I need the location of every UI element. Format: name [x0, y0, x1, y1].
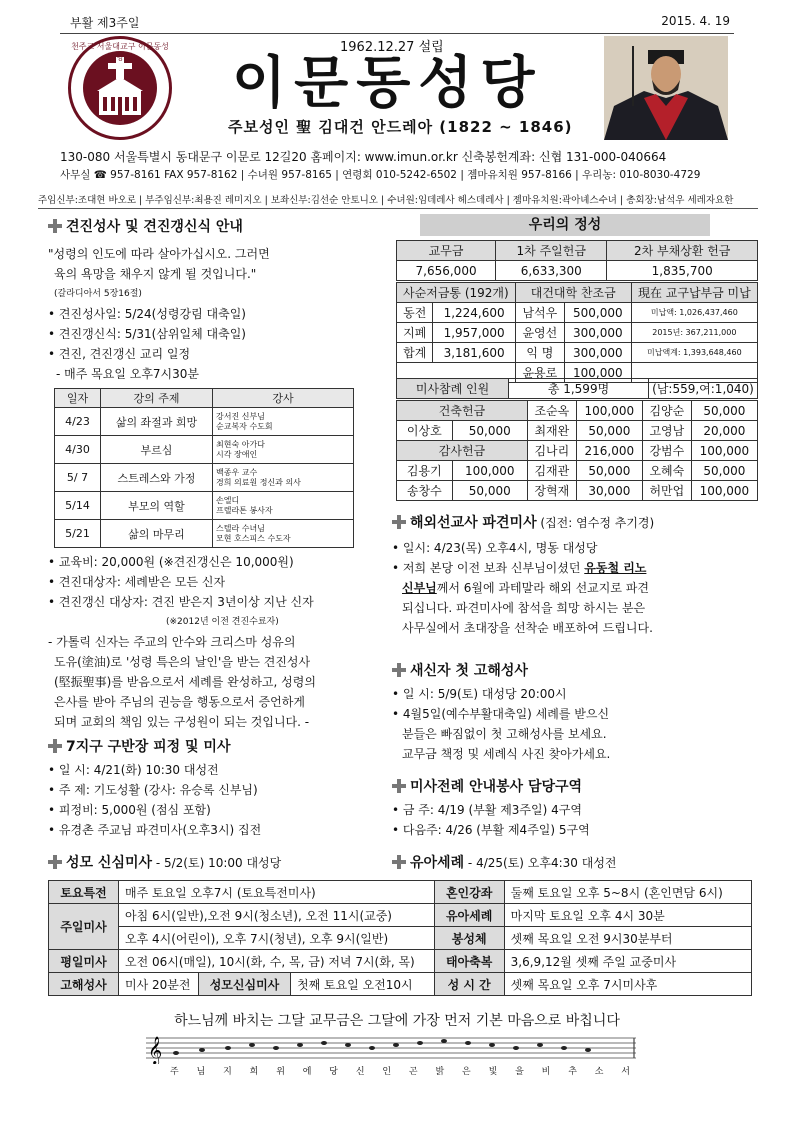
- donor-amount: 300,000: [564, 343, 631, 363]
- donation-header-row: [397, 283, 758, 303]
- staff-divider: [38, 208, 758, 209]
- confession-line: • 4월5일(예수부활대축일) 세례를 받으신: [392, 707, 610, 721]
- lecture-topic: 부모의 역할: [101, 492, 213, 520]
- speaker-affiliation: 경희 의료원 정신과 의사: [216, 477, 301, 487]
- lecture-speaker: [213, 408, 354, 436]
- mission-date: • 일시: 4/23(목) 오후4시, 명동 대성당: [392, 541, 598, 555]
- lecture-date: 5/ 7: [55, 464, 101, 492]
- renewal-note: (※2012년 이전 견진수료자): [166, 617, 279, 627]
- donor-amount: 100,000: [691, 441, 757, 461]
- donor-name: 송창수: [397, 481, 453, 501]
- schedule-label: 고해성사: [49, 973, 119, 996]
- building-row: [397, 421, 758, 441]
- donor-name: 김재관: [527, 461, 576, 481]
- missionary-title: 신부님: [402, 581, 437, 595]
- issue-date: 2015. 4. 19: [661, 14, 730, 28]
- thanks-row: [397, 441, 758, 461]
- lent-box-header: 사순저금통 (192개): [397, 283, 516, 303]
- class-schedule-label: • 견진, 견진갱신 교리 일정: [48, 347, 191, 361]
- cross-icon: [392, 855, 406, 869]
- liturgy-this-week: • 금 주: 4/19 (부활 제3주일) 4구역: [392, 803, 582, 817]
- church-emblem: [68, 36, 172, 140]
- lyric-syllable: 님: [196, 1067, 206, 1077]
- thanks-header: 감사헌금: [397, 441, 528, 461]
- hymn-lyrics: [170, 1064, 630, 1077]
- liturgy-title: 미사전례 안내봉사 담당구역: [392, 776, 762, 796]
- attendance-row: [397, 379, 758, 399]
- schedule-value: 셋째 목요일 오후 7시미사후: [504, 973, 751, 996]
- donor-name: 익 명: [515, 343, 564, 363]
- schedule-label: 성 시 간: [434, 973, 504, 996]
- debt-collection-header: 2차 부채상환 헌금: [607, 241, 758, 261]
- tithe-value: 7,656,000: [397, 261, 496, 281]
- lecture-speaker: [213, 520, 354, 548]
- mission-line: 사무실에서 초대장을 선착순 배포하여 드립니다.: [402, 621, 653, 635]
- district-retreat-title: 7지구 구반장 피정 및 미사: [48, 736, 388, 756]
- donor-name: 고영남: [642, 421, 691, 441]
- church-name: 이문동성당: [232, 51, 543, 116]
- explanation-line: - 가톨릭 신자는 주교의 안수와 크리스마 성유의: [48, 635, 296, 649]
- schedule-value: 미사 20분전: [119, 973, 199, 996]
- speaker-name: 최현숙 아가다: [216, 439, 265, 449]
- donor-name: 김나리: [527, 441, 576, 461]
- donation-row: [397, 303, 758, 323]
- schedule-row: [49, 950, 752, 973]
- infant-baptism-title: 유아세례 - 4/25(토) 오후4:30 대성전: [392, 852, 762, 872]
- donor-amount: 300,000: [564, 323, 631, 343]
- diocese-header: 現在 교구납부금 미납: [631, 283, 757, 303]
- explanation-line: 되며 교회의 책임 있는 구성원이 되는 것입니다. -: [54, 715, 310, 729]
- lyric-syllable: 곤: [408, 1067, 418, 1077]
- donor-amount: 100,000: [452, 461, 527, 481]
- lecture-header-date: 일자: [55, 389, 101, 408]
- building-table: [396, 400, 758, 501]
- confirmation-title: 견진성사 및 견진갱신식 안내: [48, 216, 388, 236]
- lyric-syllable: 추: [568, 1067, 577, 1077]
- attendance-label: 미사참례 인원: [397, 379, 509, 399]
- emblem-text: 천주교 서울대교구 이문동성당: [71, 42, 169, 62]
- diocese-total: 미납액계: 1,393,648,460: [631, 343, 757, 363]
- schedule-label: 주일미사: [49, 904, 119, 950]
- first-collection-value: 6,633,300: [496, 261, 607, 281]
- speaker-affiliation: 순교복자 수도회: [216, 421, 273, 431]
- first-confession-title: 새신자 첫 고해성사: [392, 660, 762, 680]
- renewal-date: • 견진갱신식: 5/31(삼위일체 대축일): [48, 327, 246, 341]
- schedule-value: 셋째 목요일 오전 9시30분부터: [504, 927, 751, 950]
- explanation-line: 도유(塗油)로 '성령 특은의 날인'을 받는 견진성사: [54, 655, 311, 669]
- lecture-speaker: [213, 464, 354, 492]
- explanation-line: (堅振聖事)를 받음으로서 세례를 완성하고, 성령의: [54, 675, 316, 689]
- retreat-theme: • 주 제: 기도성활 (강사: 유승록 신부님): [48, 783, 258, 797]
- attendance-table: [396, 378, 758, 399]
- first-collection-header: 1차 주일헌금: [496, 241, 607, 261]
- attendance-total: 총 1,599명: [509, 379, 649, 399]
- established-date: 1962.12.27 설립: [340, 40, 444, 55]
- thanks-row: [397, 461, 758, 481]
- schedule-row: [49, 973, 752, 996]
- address-line: 130-080 서울특별시 동대문구 이문로 12길20 홈페이지: www.imun.or.kr 신축봉헌계좌: 신협 131-000-040664: [60, 150, 667, 164]
- donation-table: [396, 282, 758, 383]
- lecture-row: [55, 520, 354, 548]
- lyric-syllable: 소: [594, 1067, 604, 1077]
- donor-amount: 216,000: [576, 441, 642, 461]
- lyric-syllable: 당: [329, 1067, 338, 1077]
- lecture-row: [55, 464, 354, 492]
- lecture-row: [55, 436, 354, 464]
- tithe-header: 교무금: [397, 241, 496, 261]
- header-top: [70, 14, 730, 34]
- mission-line: • 저희 본당 이전 보좌 신부님이셨던 유동철 리노: [392, 561, 647, 575]
- donor-name: 장혁재: [527, 481, 576, 501]
- lecture-header-topic: 강의 주제: [101, 389, 213, 408]
- offering-value-row: [397, 261, 758, 281]
- patron-saint: 주보성인 聖 김대건 안드레아 (1822 ~ 1846): [228, 118, 573, 136]
- donor-name: 김양순: [642, 401, 691, 421]
- thanks-row: [397, 481, 758, 501]
- schedule-value: 둘째 토요일 오후 5~8시 (혼인면담 6시): [504, 881, 751, 904]
- confirmation-date: • 견진성사일: 5/24(성령강림 대축일): [48, 307, 246, 321]
- missionary-name: 유동철 리노: [584, 561, 647, 575]
- saint-andrew-kim-portrait-icon: [604, 36, 728, 140]
- schedule-value: 마지막 토요일 오후 4시 30분: [504, 904, 751, 927]
- lyric-syllable: 을: [515, 1067, 524, 1077]
- donor-name: 강범수: [642, 441, 691, 461]
- liturgy-section: [392, 776, 762, 840]
- donor-amount: 50,000: [576, 461, 642, 481]
- cross-icon: [48, 219, 62, 233]
- lyric-syllable: 서: [621, 1067, 630, 1077]
- donor-amount: 100,000: [564, 363, 631, 383]
- donation-row: [397, 323, 758, 343]
- cross-icon: [48, 855, 62, 869]
- lecture-header-speaker: 강사: [213, 389, 354, 408]
- donor-name: 윤영선: [515, 323, 564, 343]
- lyric-syllable: 위: [276, 1067, 285, 1077]
- schedule-value: 첫째 토요일 오전10시: [291, 973, 435, 996]
- lecture-date: 5/21: [55, 520, 101, 548]
- quote-line-1: "성령의 인도에 따라 살아가십시오. 그러면: [48, 247, 270, 261]
- donor-name: 조순옥: [527, 401, 576, 421]
- lyric-syllable: 빛: [488, 1067, 498, 1077]
- schedule-label: 성모신심미사: [199, 973, 291, 996]
- lyric-syllable: 밝: [435, 1067, 445, 1077]
- lent-box-value: 1,224,600: [433, 303, 515, 323]
- schedule-value: 3,6,9,12월 셋째 주일 교중미사: [504, 950, 751, 973]
- lyric-syllable: 은: [462, 1067, 471, 1077]
- music-staff-icon: [146, 1032, 636, 1064]
- lyric-syllable: 신: [355, 1067, 365, 1077]
- lecture-table: [54, 388, 354, 548]
- donor-amount: 30,000: [576, 481, 642, 501]
- lyric-syllable: 지: [223, 1067, 232, 1077]
- donor-name: 윤용로: [515, 363, 564, 383]
- speaker-affiliation: 프렐라톤 봉사자: [216, 505, 273, 515]
- schedule-label: 봉성체: [434, 927, 504, 950]
- liturgical-week: 부활 제3주일: [70, 16, 140, 30]
- lent-box-value: 3,181,600: [433, 343, 515, 363]
- phone-line: 사무실 ☎ 957-8161 FAX 957-8162 | 수녀원 957-8165 | 연령회 010-5242-6502 | 젬마유치원 957-8166 | 우리농: 010-8030-4729: [60, 169, 701, 181]
- renewal-target: • 견진갱신 대상자: 견진 받은지 3년이상 지난 신자: [48, 595, 314, 609]
- liturgy-next-week: • 다음주: 4/26 (부활 제4주일) 5구역: [392, 823, 590, 837]
- attendance-detail: (남:559,여:1,040): [649, 379, 758, 399]
- schedule-label: 유아세례: [434, 904, 504, 927]
- donor-amount: 20,000: [691, 421, 757, 441]
- retreat-date: • 일 시: 4/21(화) 10:30 대성전: [48, 763, 219, 777]
- retreat-fee: • 피정비: 5,000원 (점심 포함): [48, 803, 211, 817]
- lyric-syllable: 희: [249, 1067, 259, 1077]
- donor-name: 이상호: [397, 421, 453, 441]
- lent-box-label: 합계: [397, 343, 433, 363]
- mission-line: 되십니다. 파견미사에 참석을 희망 하시는 분은: [402, 601, 646, 615]
- lyric-syllable: 주: [170, 1067, 179, 1077]
- first-confession-section: [392, 660, 762, 764]
- donor-name: 김용기: [397, 461, 453, 481]
- footer-motto: 하느님께 바치는 그달 교무금은 그달에 가장 먼저 기본 마음으로 바칩니다: [174, 1013, 620, 1029]
- schedule-label: 혼인강좌: [434, 881, 504, 904]
- schedule-value: 아침 6시(일반),오전 9시(청소년), 오전 11시(교중): [119, 904, 435, 927]
- cross-icon: [48, 739, 62, 753]
- donor-amount: 50,000: [452, 481, 527, 501]
- diocese-2015: 2015년: 367,211,000: [631, 323, 757, 343]
- lyric-syllable: 비: [541, 1067, 551, 1077]
- lent-box-value: 1,957,000: [433, 323, 515, 343]
- schedule-label: 태아축복: [434, 950, 504, 973]
- donor-amount: 50,000: [576, 421, 642, 441]
- speaker-name: 백종우 교수: [216, 467, 258, 477]
- lecture-speaker: [213, 436, 354, 464]
- speaker-name: 스텔라 수녀님: [216, 523, 265, 533]
- lecture-topic: 부르심: [101, 436, 213, 464]
- university-header: 대건대학 찬조금: [515, 283, 631, 303]
- debt-collection-value: 1,835,700: [607, 261, 758, 281]
- offering-title: 우리의 정성: [528, 217, 602, 233]
- donation-row: [397, 343, 758, 363]
- virgin-mass-title: 성모 신심미사 - 5/2(토) 10:00 대성당: [48, 852, 388, 872]
- tuition-fee: • 교육비: 20,000원 (※견진갱신은 10,000원): [48, 555, 294, 569]
- building-header: 건축헌금: [397, 401, 528, 421]
- quote-reference: (갈라디아서 5장16절): [54, 289, 142, 299]
- schedule-value: 매주 토요일 오후7시 (토요특전미사): [119, 881, 435, 904]
- lecture-date: 5/14: [55, 492, 101, 520]
- donor-amount: 50,000: [691, 401, 757, 421]
- speaker-name: 강서진 신부님: [216, 411, 265, 421]
- lent-box-label: 지폐: [397, 323, 433, 343]
- lecture-topic: 스트레스와 가정: [101, 464, 213, 492]
- schedule-label: 평일미사: [49, 950, 119, 973]
- donor-name: 남석우: [515, 303, 564, 323]
- schedule-row: [49, 927, 752, 950]
- donor-amount: 50,000: [691, 461, 757, 481]
- saint-portrait: [604, 36, 728, 140]
- schedule-row: [49, 904, 752, 927]
- infant-baptism-section: [392, 852, 762, 872]
- confirmation-target: • 견진대상자: 세례받은 모든 신자: [48, 575, 226, 589]
- confession-line: 분들은 빠짐없이 첫 고해성사를 보세요.: [402, 727, 607, 741]
- speaker-affiliation: 시각 장애인: [216, 449, 258, 459]
- lecture-topic: 삶의 마무리: [101, 520, 213, 548]
- lent-box-label: 동전: [397, 303, 433, 323]
- virgin-mass-section: [48, 852, 388, 872]
- lecture-date: 4/30: [55, 436, 101, 464]
- header-divider: [60, 33, 734, 34]
- schedule-value: 오후 4시(어린이), 오후 7시(청년), 오후 9시(일반): [119, 927, 435, 950]
- schedule-label: 토요특전: [49, 881, 119, 904]
- staff-line: 주임신부:조대현 바오로 | 부주임신부:최용진 레미지오 | 보좌신부:김선순 안토니오 | 수녀원:임데레사 헤스데레사 | 젬마유치원:곽아녜스수녀 | 총회장:남석우 세레자요한: [38, 195, 734, 206]
- schedule-row: [49, 881, 752, 904]
- district-retreat-section: [48, 736, 388, 840]
- confession-date: • 일 시: 5/9(토) 대성당 20:00시: [392, 687, 567, 701]
- lecture-topic: 삶의 좌절과 희망: [101, 408, 213, 436]
- lecture-row: [55, 408, 354, 436]
- mission-title: 해외선교사 파견미사 (집전: 염수정 추기경): [392, 512, 762, 532]
- offering-header-row: [397, 241, 758, 261]
- donor-name: 최재완: [527, 421, 576, 441]
- cross-icon: [392, 515, 406, 529]
- lecture-row: [55, 492, 354, 520]
- speaker-name: 손엘디: [216, 495, 240, 505]
- donor-name: 오혜숙: [642, 461, 691, 481]
- confirmation-section: [48, 216, 388, 732]
- svg-text:𝄞: 𝄞: [148, 1036, 163, 1064]
- building-row: [397, 401, 758, 421]
- mass-schedule-table: [48, 880, 752, 996]
- explanation-line: 은사를 받아 주님의 권능을 행동으로서 증언하게: [54, 695, 305, 709]
- donor-amount: 100,000: [691, 481, 757, 501]
- lyric-syllable: 에: [302, 1067, 312, 1077]
- lyric-syllable: 인: [382, 1067, 392, 1077]
- cross-icon: [392, 663, 406, 677]
- mission-line: 신부님께서 6월에 과테말라 해외 선교지로 파견: [402, 581, 649, 595]
- cross-icon: [392, 779, 406, 793]
- donor-name: 허만업: [642, 481, 691, 501]
- class-time: - 매주 목요일 오후7시30분: [56, 367, 200, 381]
- lecture-header-row: [55, 389, 354, 408]
- mission-section: [392, 512, 762, 638]
- retreat-mass: • 유경촌 주교님 파견미사(오후3시) 집전: [48, 823, 262, 837]
- lecture-speaker: [213, 492, 354, 520]
- offering-title-bar: [420, 214, 710, 236]
- donor-amount: 50,000: [452, 421, 527, 441]
- diocese-arrears: 미납액: 1,026,437,460: [631, 303, 757, 323]
- lecture-date: 4/23: [55, 408, 101, 436]
- quote-line-2: 육의 욕망을 채우지 않게 될 것입니다.": [54, 267, 257, 281]
- donor-amount: 500,000: [564, 303, 631, 323]
- schedule-value: 오전 06시(매일), 10시(화, 수, 목, 금) 저녁 7시(화, 목): [119, 950, 435, 973]
- offering-table: [396, 240, 758, 281]
- speaker-affiliation: 모현 호스피스 수도자: [216, 533, 291, 543]
- donor-amount: 100,000: [576, 401, 642, 421]
- confession-line: 교무금 책정 및 세례식 사진 찾아가세요.: [402, 747, 611, 761]
